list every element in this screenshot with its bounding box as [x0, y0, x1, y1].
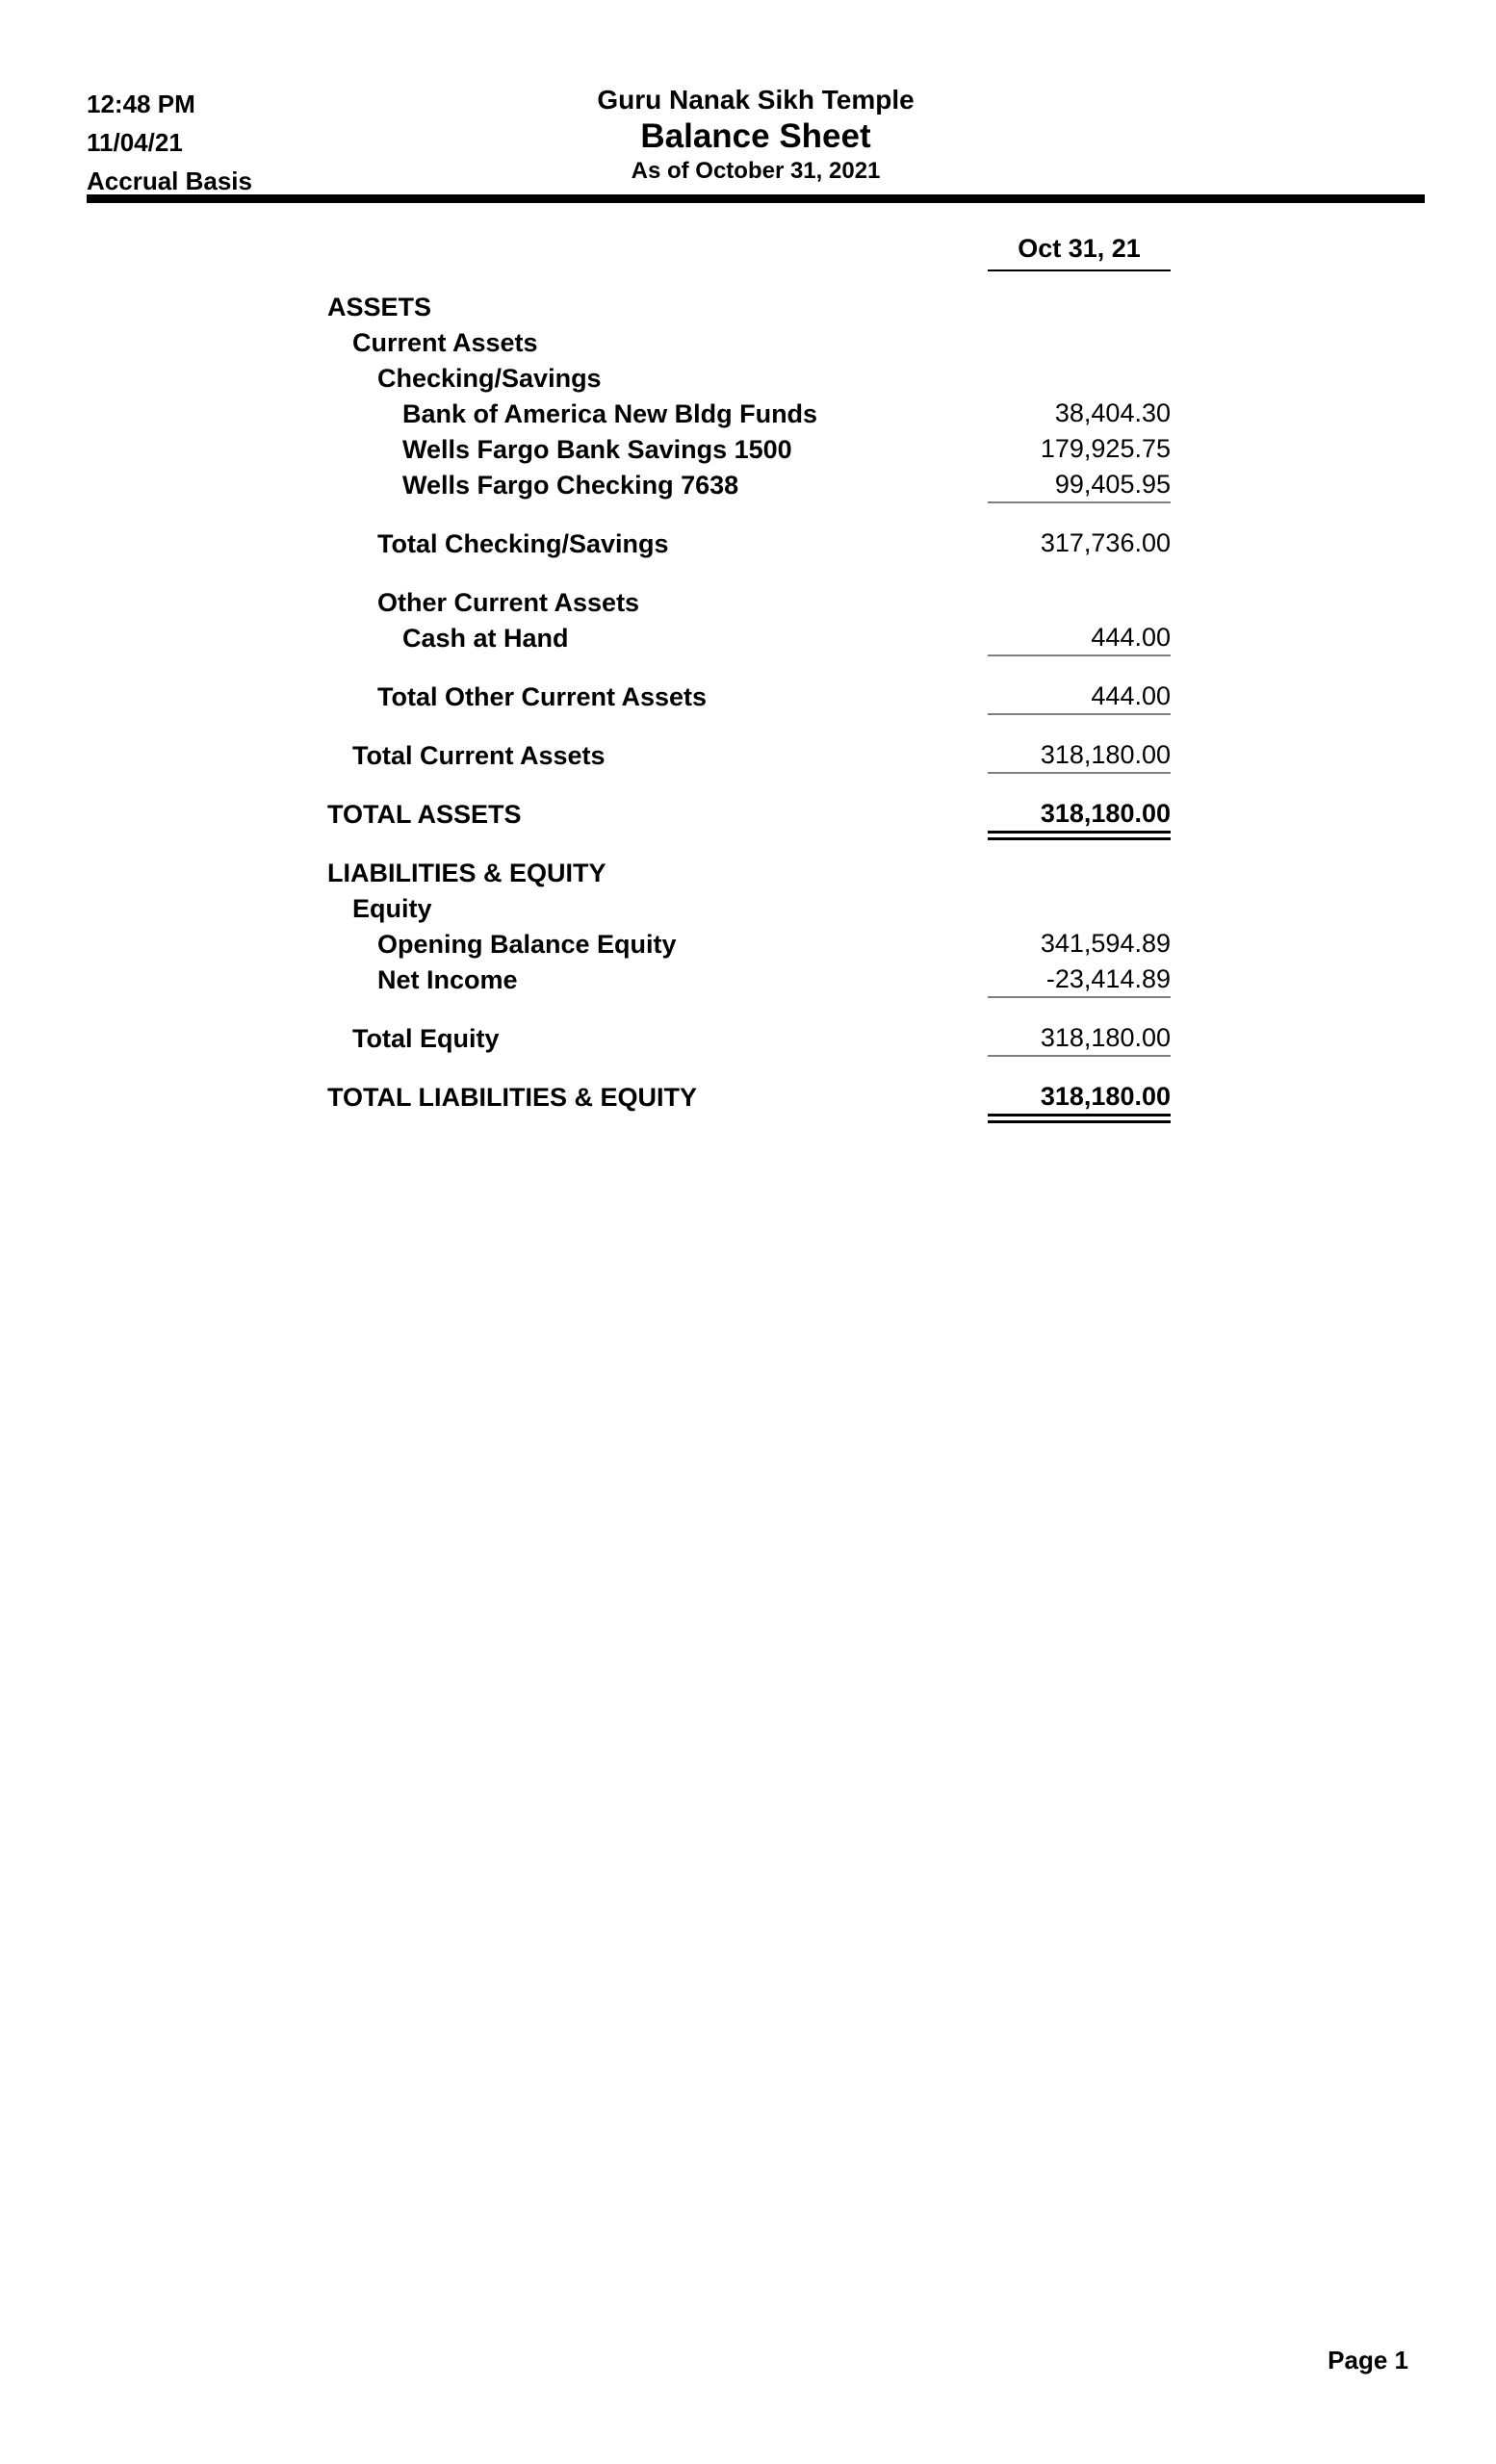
- account-label: Net Income: [377, 965, 518, 994]
- title-block: [87, 85, 1425, 185]
- report-row: [327, 326, 1171, 362]
- account-label: Wells Fargo Checking 7638: [402, 471, 739, 500]
- report-row: [327, 928, 1171, 963]
- accounting-basis: Accrual Basis: [87, 167, 252, 195]
- report-row: [327, 1022, 1171, 1058]
- account-label: ASSETS: [327, 293, 432, 321]
- account-value: -23,414.89: [988, 963, 1171, 998]
- account-label: Total Other Current Assets: [377, 682, 708, 711]
- report-row: [327, 857, 1171, 892]
- account-label: Checking/Savings: [377, 364, 602, 393]
- account-value: 38,404.30: [1054, 398, 1171, 427]
- column-header-date: Oct 31, 21: [988, 234, 1171, 271]
- print-time: 12:48 PM: [87, 90, 195, 118]
- report-row: [327, 527, 1171, 563]
- account-label: LIABILITIES & EQUITY: [327, 859, 606, 887]
- header-rule: [87, 194, 1425, 203]
- report-row: [327, 739, 1171, 775]
- account-value: 317,736.00: [1040, 528, 1171, 557]
- report-row: [327, 892, 1171, 928]
- report-header: [87, 0, 1425, 195]
- account-value: [988, 362, 1171, 364]
- report-row: [327, 680, 1171, 716]
- account-value: 444.00: [988, 680, 1171, 715]
- page-number: Page 1: [1328, 2346, 1408, 2374]
- account-label: Total Checking/Savings: [377, 529, 669, 558]
- account-label: TOTAL ASSETS: [327, 800, 522, 829]
- account-value: [988, 586, 1171, 588]
- account-value: 318,180.00: [988, 1022, 1171, 1057]
- account-label: TOTAL LIABILITIES & EQUITY: [327, 1083, 698, 1112]
- report-row: [327, 586, 1171, 622]
- account-value: 318,180.00: [988, 798, 1171, 840]
- account-label: Bank of America New Bldg Funds: [402, 399, 818, 428]
- report-meta: [87, 85, 252, 200]
- account-label: Opening Balance Equity: [377, 930, 677, 959]
- account-value: [988, 857, 1171, 859]
- account-value: [988, 326, 1171, 328]
- report-row: [327, 291, 1171, 326]
- account-value: 341,594.89: [1040, 929, 1171, 958]
- account-label: Total Equity: [352, 1024, 500, 1053]
- account-label: Equity: [352, 894, 432, 923]
- company-name: Guru Nanak Sikh Temple: [597, 85, 915, 115]
- report-row: [327, 798, 1171, 834]
- account-value: [988, 892, 1171, 894]
- account-value: 99,405.95: [988, 469, 1171, 503]
- report-row: [327, 433, 1171, 469]
- report-body: [87, 234, 1425, 1116]
- report-row: [327, 963, 1171, 999]
- report-row: [327, 1081, 1171, 1116]
- account-value: 444.00: [988, 622, 1171, 656]
- report-rows: [327, 291, 1171, 1116]
- account-label: Cash at Hand: [402, 624, 569, 653]
- report-subtitle: As of October 31, 2021: [631, 158, 881, 184]
- report-row: [327, 622, 1171, 657]
- account-label: Total Current Assets: [352, 741, 606, 770]
- account-value: [988, 291, 1171, 293]
- account-label: Wells Fargo Bank Savings 1500: [402, 435, 792, 464]
- account-value: 318,180.00: [988, 1081, 1171, 1123]
- account-label: Other Current Assets: [377, 588, 640, 617]
- report-row: [327, 398, 1171, 433]
- report-title: Balance Sheet: [640, 117, 871, 155]
- account-value: 318,180.00: [988, 739, 1171, 774]
- report-row: [327, 469, 1171, 504]
- account-label: Current Assets: [352, 328, 538, 357]
- account-value: 179,925.75: [1040, 434, 1171, 463]
- print-date: 11/04/21: [87, 128, 183, 157]
- report-row: [327, 362, 1171, 398]
